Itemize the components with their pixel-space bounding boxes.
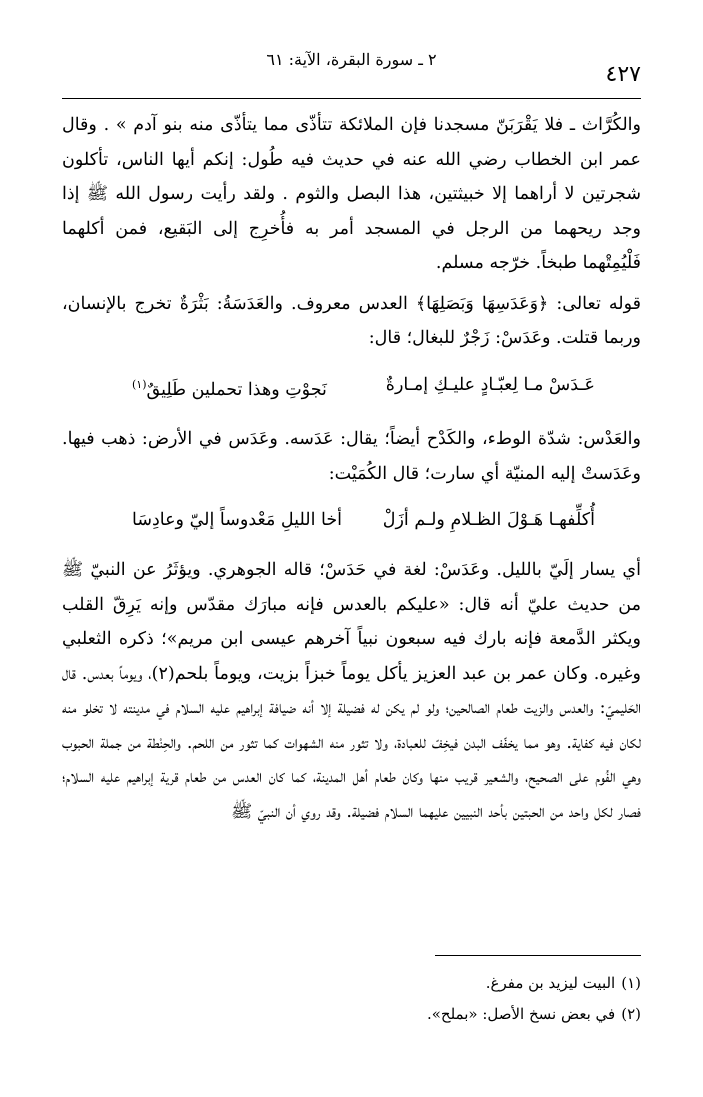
footnote-2-text: في بعض نسخ الأصل: «بملح».	[426, 1005, 616, 1023]
verse-1-first-hemistich: عَـدَسْ مـا لِعبّـادٍ عليـكِ إمـارةٌ	[385, 374, 595, 395]
page-header	[62, 42, 641, 99]
poetry-verse-1	[62, 370, 641, 405]
verse-1-second-hemistich-text: نَجوْتِ وهذا تحملين طَلِيقٌ	[146, 379, 327, 400]
footnote-1-marker: (١)	[621, 974, 641, 992]
footnote-1-text: البيت ليزيد بن مفرغ.	[485, 974, 616, 992]
footnote-ref-1: (١)	[132, 377, 147, 391]
paragraph-2: قوله تعالى: ﴿وَعَدَسِهَا وَبَصَلِهَا﴾ العدس معروف. والعَدَسَةُ: بَثْرَةٌ تخرج بالإنسان، وربما قتلت. وعَدَسْ: زَجْرٌ للبغال؛ قال:	[62, 293, 641, 348]
verse-1-second-hemistich	[132, 370, 327, 405]
paragraph-3: والعَدْس: شدّة الوطء، والكَدْح أيضاً؛ يقال: عَدَسه. وعَدَس في الأرض: ذهب فيها. وعَدَستْ إليه المنيّة أي سارت؛ قال الكُمَيْت:	[62, 429, 641, 484]
main-text	[62, 108, 641, 829]
footnotes	[62, 968, 641, 1030]
footnote-2-marker: (٢)	[621, 1005, 641, 1023]
footnote-2	[62, 999, 641, 1030]
verse-2-first-hemistich: أُكلِّفهـا هَـوْلَ الظـلامِ ولـم أزَلْ	[382, 510, 595, 531]
running-header-title: ٢ ـ سورة البقرة، الآية: ٦١	[266, 50, 437, 69]
poetry-verse-2	[62, 505, 641, 535]
paragraph-4: أي يسار إلَيّ بالليل. وعَدَسْ: لغة في حَدَسْ؛ قاله الجوهري. ويؤثَرُ عن النبيّ ﷺ من حديث عليّ أنه قال: «عليكم بالعدس فإنه مبارَك مقدّس وإنه يَرِقّ القلب ويكثر الدَّمعة فإنه بارك فيه سبعون نبياً آخرهم عيسى ابن مريم»؛ ذكره الثعلبي وغيره. وكان عمر بن عبد العزيز يأكل يوماً خبزاً بزيت، ويوماً بلحم(٢)، ويوماً بعدس. قال الحَليميّ: والعدس والزيت طعام الصالحين؛ ولو لم يكن له فضيلة إلا أنه ضيافة إبراهيم عليه السلام في مدينته لا تخلو منه لكان فيه كفاية. وهو مما يخفّف البدن فيخِفّ للعبادة، ولا تثور منه الشهوات كما تثور من اللحم. والحِنْطة من جملة الحبوب وهي الفُوم على الصحيح، والشعير قريب منها وكان طعام أهل المدينة، كما كان العدس من طعام قرية إبراهيم عليه السلام؛ فصار لكل واحد من الحبتين بأحد النبيين عليهما السلام فضيلة. وقد روي أن النبيّ ﷺ	[62, 560, 642, 822]
page-number: ٤٢٧	[605, 62, 641, 87]
paragraph-1: والكُرَّاث ـ فلا يَقْرَبَنّ مسجدنا فإن الملائكة تتأذّى مما يتأذّى منه بنو آدم » . وقال عمر ابن الخطاب رضي الله عنه في حديث فيه طُول: إنكم أيها الناس، تأكلون شجرتين لا أراهما إلا خبيثتين، هذا البصل والثوم . ولقد رأيت رسول الله ﷺ إذا وجد ريحهما من الرجل في المسجد أمر به فأُخرِج إلى البَقيع، فمن أكلهما فَلْيُمِتْهما طبخاً. خرّجه مسلم.	[62, 115, 641, 273]
verse-2-second-hemistich: أخا الليلِ مَعْدوساً إليّ وعادِسَا	[132, 510, 343, 531]
footnote-separator	[435, 955, 641, 956]
footnote-1	[62, 968, 641, 999]
